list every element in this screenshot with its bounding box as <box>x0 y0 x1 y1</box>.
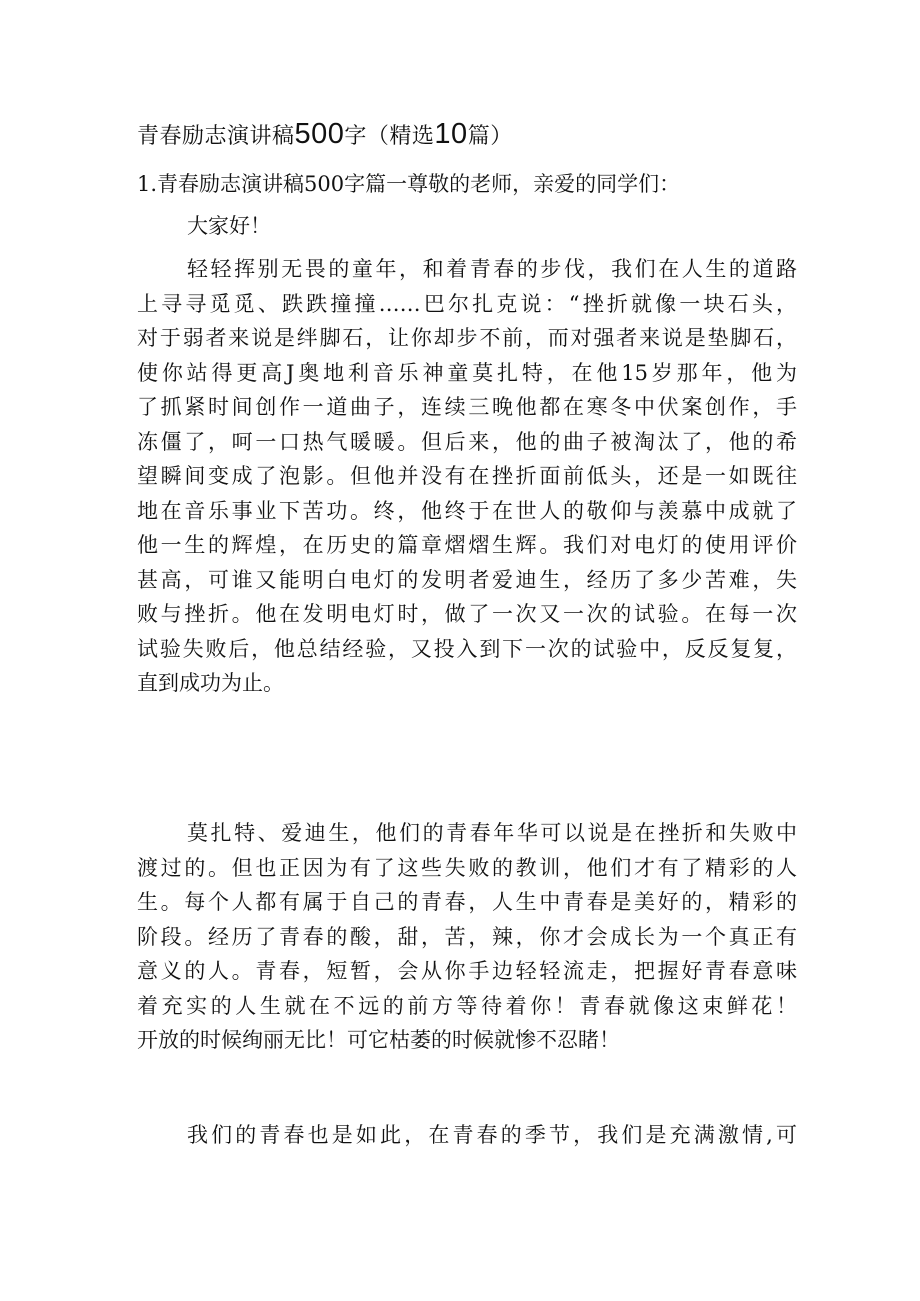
section-heading: 1.青春励志演讲稿500字篇一尊敬的老师，亲爱的同学们： <box>137 172 681 196</box>
paragraph-1-line: 对于弱者来说是绊脚石，让你却步不前，而对强者来说是垫脚石， <box>137 326 797 350</box>
title-prefix: 青春励志演讲稿 <box>137 124 295 149</box>
paragraph-1-line: 直到成功为止。 <box>137 671 284 695</box>
paragraph-1 <box>137 252 797 701</box>
greeting-paragraph <box>137 209 797 244</box>
paragraph-1-line: 败与挫折。他在发明电灯时，做了一次又一次的试验。在每一次 <box>137 602 797 626</box>
paragraph-2-line: 莫扎特、爱迪生，他们的青春年华可以说是在挫折和失败中 <box>187 821 797 845</box>
paragraph-1-line: 冻僵了，呵一口热气暖暖。但后来，他的曲子被淘汰了，他的希 <box>137 429 797 454</box>
paragraph-2-line: 生。每个人都有属于自己的青春，人生中青春是美好的，精彩的 <box>137 890 797 914</box>
paragraph-2-line: 阶段。经历了青春的酸，甜，苦，辣，你才会成长为一个真正有 <box>137 924 797 949</box>
paragraph-1-line: 望瞬间变成了泡影。但他并没有在挫折面前低头，还是一如既往 <box>137 464 797 488</box>
paragraph-1-line: 地在音乐事业下苦功。终，他终于在世人的敬仰与羡慕中成就了 <box>137 498 797 523</box>
paragraph-2-line: 开放的时候绚丽无比！可它枯萎的时候就惨不忍睹！ <box>137 1028 620 1052</box>
paragraph-1-line: 甚高，可谁又能明白电灯的发明者爱迪生，经历了多少苦难，失 <box>137 567 797 592</box>
paragraph-2 <box>137 816 797 1058</box>
paragraph-1-line: 上寻寻觅觅、跌跌撞撞……巴尔扎克说：“挫折就像一块石头， <box>137 291 797 316</box>
paragraph-3-line: 我们的青春也是如此，在青春的季节，我们是充满激情,可 <box>187 1123 797 1147</box>
title-number: 500 <box>294 118 345 150</box>
paragraph-2-line: 着充实的人生就在不远的前方等待着你！青春就像这束鲜花！ <box>137 993 797 1018</box>
paragraph-2-line: 渡过的。但也正因为有了这些失败的教训，他们才有了精彩的人 <box>137 855 797 880</box>
paragraph-1-line: 他一生的辉煌，在历史的篇章熠熠生辉。我们对电灯的使用评价 <box>137 533 797 557</box>
title-suffix: 篇） <box>467 124 513 149</box>
paragraph-2-line: 意义的人。青春，短暂，会从你手边轻轻流走，把握好青春意味 <box>137 959 797 983</box>
paragraph-1-line: 轻轻挥别无畏的童年，和着青春的步伐，我们在人生的道路 <box>187 257 797 281</box>
paragraph-1-line: 使你站得更高J奥地利音乐神童莫扎特，在他15岁那年，他为 <box>137 360 797 385</box>
paragraph-1-line: 了抓紧时间创作一道曲子，连续三晚他都在寒冬中伏案创作，手 <box>137 395 797 419</box>
greeting-text: 大家好！ <box>187 214 271 238</box>
paragraph-1-line: 试验失败后，他总结经验，又投入到下一次的试验中，反反复复， <box>137 636 797 661</box>
title-count: 10 <box>434 118 468 150</box>
document-title <box>137 117 513 154</box>
paragraph-3 <box>137 1118 797 1153</box>
title-mid: 字（精选 <box>344 124 435 149</box>
